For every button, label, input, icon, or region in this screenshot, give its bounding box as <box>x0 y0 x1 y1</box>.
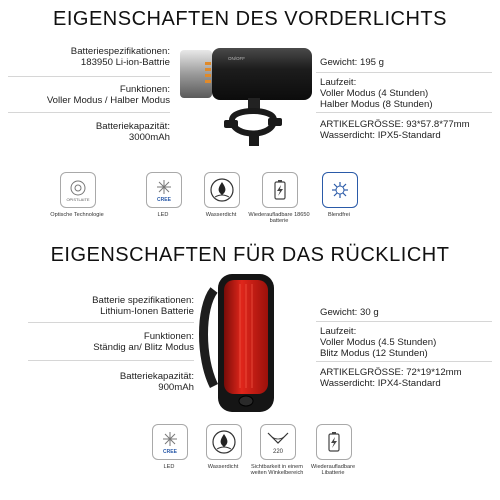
feature-led <box>146 172 182 208</box>
rear-section-title: EIGENSCHAFTEN FÜR DAS RÜCKLICHT <box>50 244 450 266</box>
spec-line: Blitz Modus (12 Stunden) <box>320 348 428 359</box>
feature-caption: Optische Technologie <box>50 212 104 218</box>
svg-text:CREE: CREE <box>163 449 177 455</box>
divider <box>316 112 492 113</box>
rear-light-image <box>196 268 306 418</box>
spec-label: Batteriekapazität: <box>95 121 170 132</box>
rear-function-spec <box>10 331 194 353</box>
feature-caption: Wiederaufladbare Libatterie <box>310 464 356 477</box>
rear-battery-spec <box>10 295 194 317</box>
on-off-label: ON/OFF <box>228 56 245 61</box>
feature-caption: Blendfrei <box>327 212 351 218</box>
feature-waterproof <box>204 172 240 208</box>
spec-label: Batterie spezifikationen: <box>92 295 194 306</box>
front-section-title: EIGENSCHAFTEN DES VORDERLICHTS <box>53 8 447 30</box>
feature-caption: Sichtbarkeit in einem weiten Winkelbereich <box>250 464 304 477</box>
divider <box>28 360 194 361</box>
water-drop-icon <box>206 424 242 460</box>
feature-rechargeable <box>262 172 298 208</box>
front-capacity-spec <box>10 121 170 143</box>
spec-line: ARTIKELGRÖSSE: 93*57.8*77mm <box>320 119 470 130</box>
viewing-angle-icon <box>260 424 296 460</box>
feature-antiglare <box>322 172 358 208</box>
spec-label: Batteriekapazität: <box>119 371 194 382</box>
feature-caption: Wasserdicht <box>207 464 239 470</box>
divider <box>8 76 170 77</box>
spec-line: Voller Modus (4.5 Stunden) <box>320 337 437 348</box>
front-size-spec <box>320 119 495 141</box>
spec-line: Laufzeit: <box>320 77 357 88</box>
spec-line: Halber Modus (8 Stunden) <box>320 99 433 110</box>
divider <box>316 321 492 322</box>
spec-line: Laufzeit: <box>320 326 357 337</box>
svg-text:OPISTLAITE: OPISTLAITE <box>66 197 90 202</box>
spec-value: 900mAh <box>158 382 194 393</box>
spec-line: ARTIKELGRÖSSE: 72*19*12mm <box>320 367 462 378</box>
feature-optics <box>60 172 96 208</box>
feature-rechargeable <box>316 424 352 460</box>
rear-size-spec <box>320 367 495 389</box>
optics-icon <box>60 172 96 208</box>
spec-line: Voller Modus (4 Stunden) <box>320 88 429 99</box>
feature-caption: Wasserdicht <box>205 212 237 218</box>
spec-line: Wasserdicht: IPX4-Standard <box>320 378 441 389</box>
divider <box>28 322 194 323</box>
divider <box>8 112 170 113</box>
spec-value: Voller Modus / Halber Modus <box>46 95 170 106</box>
spec-label: Funktionen: <box>119 84 170 95</box>
front-runtime-spec <box>320 77 495 110</box>
feature-waterproof <box>206 424 242 460</box>
spec-value: 3000mAh <box>128 132 170 143</box>
cree-led-icon <box>152 424 188 460</box>
spec-value: Ständig an/ Blitz Modus <box>93 342 194 353</box>
svg-text:CREE: CREE <box>157 197 171 203</box>
rear-weight-spec <box>320 307 495 318</box>
rechargeable-battery-icon <box>316 424 352 460</box>
feature-caption: LED <box>163 464 175 470</box>
front-weight-spec <box>320 57 495 68</box>
feature-led <box>152 424 188 460</box>
spec-value: Lithium-Ionen Batterie <box>100 306 194 317</box>
spec-line: Gewicht: 195 g <box>320 57 384 68</box>
spec-label: Batteriespezifikationen: <box>70 46 170 57</box>
rear-runtime-spec <box>320 326 495 359</box>
water-drop-icon <box>204 172 240 208</box>
anti-glare-icon <box>322 172 358 208</box>
svg-text:220: 220 <box>272 449 284 455</box>
feature-caption: Wiederaufladbare 18650 batterie <box>248 212 310 225</box>
rear-capacity-spec <box>10 371 194 393</box>
spec-value: 183950 Li-ion-Battrie <box>80 57 170 68</box>
spec-label: Funktionen: <box>143 331 194 342</box>
spec-line: Gewicht: 30 g <box>320 307 379 318</box>
divider <box>316 72 492 73</box>
cree-led-icon <box>146 172 182 208</box>
front-light-image <box>170 40 320 160</box>
spec-line: Wasserdicht: IPX5-Standard <box>320 130 441 141</box>
front-battery-spec <box>10 46 170 68</box>
feature-caption: LED <box>157 212 169 218</box>
feature-viewing-angle <box>260 424 296 460</box>
divider <box>316 361 492 362</box>
front-function-spec <box>10 84 170 106</box>
rechargeable-battery-icon <box>262 172 298 208</box>
